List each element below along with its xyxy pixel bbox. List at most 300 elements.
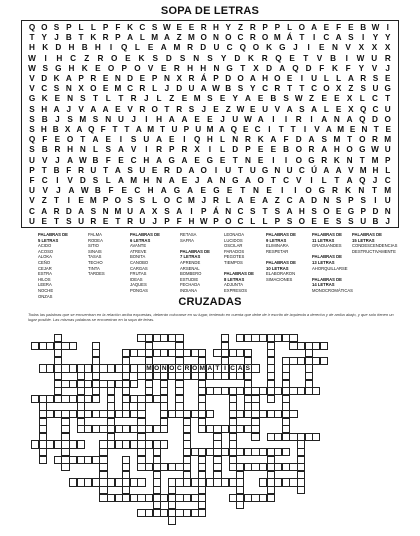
- crossword-cell[interactable]: [61, 463, 69, 471]
- crossword-cell[interactable]: [198, 509, 206, 517]
- word-list-item: NOCHE: [38, 287, 54, 293]
- grid-letter: A: [114, 165, 121, 175]
- word-list-heading: 7 LETRAS: [180, 254, 201, 260]
- grid-letter: H: [40, 125, 47, 134]
- grid-letter: K: [331, 63, 338, 73]
- crossword-cell[interactable]: [236, 501, 244, 509]
- grid-letter: X: [348, 104, 354, 114]
- grid-letter: R: [384, 53, 391, 63]
- crossword-cell[interactable]: [282, 448, 290, 456]
- grid-letter: E: [323, 23, 330, 32]
- crossword-cell[interactable]: [251, 418, 259, 426]
- grid-letter: K: [333, 155, 340, 165]
- grid-letter: C: [70, 53, 77, 63]
- grid-letter: A: [335, 165, 342, 175]
- grid-letter: W: [212, 84, 220, 94]
- crossword-cell[interactable]: [175, 342, 183, 350]
- grid-letter: Z: [238, 23, 244, 32]
- grid-letter: A: [311, 104, 318, 114]
- grid-letter: K: [345, 186, 352, 196]
- grid-letter: W: [80, 186, 89, 196]
- crossword-cell[interactable]: [69, 342, 77, 350]
- grid-letter: O: [200, 33, 207, 43]
- crossword-cell[interactable]: [61, 433, 69, 441]
- crossword-cell[interactable]: [198, 380, 206, 388]
- grid-letter: S: [360, 196, 366, 206]
- grid-letter: T: [160, 125, 166, 134]
- grid-letter: K: [127, 23, 134, 32]
- grid-letter: S: [80, 94, 86, 104]
- grid-letter: C: [130, 155, 137, 165]
- crossword-cell[interactable]: [92, 357, 100, 365]
- word-list-heading: 14 LETRAS: [312, 282, 335, 288]
- word-list-item: OSCILAR: [224, 243, 243, 249]
- grid-letter: W: [244, 114, 252, 124]
- word-list-item: TECHO: [88, 259, 103, 265]
- grid-letter: Q: [359, 176, 366, 185]
- crossword-cell[interactable]: [137, 478, 145, 486]
- grid-letter: P: [213, 216, 219, 226]
- crossword-cell[interactable]: [229, 418, 237, 426]
- grid-letter: V: [130, 145, 137, 155]
- grid-letter: M: [384, 186, 392, 196]
- grid-letter: T: [278, 125, 284, 134]
- crossword-cell[interactable]: [312, 433, 320, 441]
- crossword-cell[interactable]: [282, 380, 290, 388]
- crossword-cell[interactable]: [198, 402, 206, 410]
- crossword-cell[interactable]: [305, 380, 313, 388]
- grid-letter: I: [362, 33, 365, 43]
- grid-letter: S: [250, 206, 256, 216]
- grid-letter: C: [237, 33, 244, 43]
- grid-letter: H: [68, 63, 75, 73]
- grid-letter: S: [29, 104, 35, 114]
- grid-letter: T: [240, 186, 246, 196]
- crossword-cell[interactable]: [107, 402, 115, 410]
- crossword-cell[interactable]: [137, 433, 145, 441]
- grid-letter: O: [114, 196, 122, 206]
- grid-letter: O: [225, 33, 232, 43]
- grid-letter: A: [160, 186, 167, 196]
- grid-letter: R: [308, 145, 315, 155]
- grid-letter: E: [54, 135, 61, 145]
- crossword-cell[interactable]: [130, 380, 138, 388]
- crossword-cell[interactable]: [145, 342, 153, 350]
- crossword-cell[interactable]: [77, 372, 85, 380]
- crossword-cell[interactable]: [160, 425, 168, 433]
- crossword-cell[interactable]: [267, 395, 275, 403]
- crossword-cell[interactable]: [137, 456, 145, 464]
- grid-letter: E: [323, 216, 330, 226]
- grid-letter: S: [29, 114, 35, 124]
- grid-letter: H: [206, 135, 213, 145]
- grid-letter: P: [151, 74, 158, 83]
- grid-letter: E: [257, 145, 264, 155]
- grid-letter: U: [225, 165, 232, 175]
- grid-letter: J: [55, 155, 60, 165]
- grid-letter: A: [117, 176, 124, 185]
- grid-letter: T: [78, 33, 84, 43]
- grid-letter: O: [252, 43, 260, 53]
- grid-letter: U: [262, 104, 268, 114]
- crossword-cell[interactable]: [92, 395, 100, 403]
- grid-letter: K: [266, 43, 273, 53]
- grid-letter: T: [80, 135, 86, 145]
- crossword-cell[interactable]: [198, 471, 206, 479]
- crossword-cell[interactable]: [206, 410, 214, 418]
- crossword-cell[interactable]: [77, 425, 85, 433]
- crossword-cell[interactable]: [160, 440, 168, 448]
- grid-letter: G: [261, 165, 269, 175]
- word-list-item: HILOS: [38, 276, 51, 282]
- crossword-cell[interactable]: [297, 486, 305, 494]
- grid-letter: A: [286, 104, 293, 114]
- word-list-item: RESPETAR: [266, 248, 289, 254]
- grid-letter: T: [29, 33, 35, 43]
- crossword-cell[interactable]: [251, 433, 259, 441]
- crossword-cell[interactable]: [267, 471, 275, 479]
- crossword-cell[interactable]: [244, 380, 252, 388]
- crossword-cell[interactable]: [122, 387, 130, 395]
- crossword-cell[interactable]: [267, 456, 275, 464]
- crossword-cell[interactable]: [236, 486, 244, 494]
- grid-letter: I: [300, 74, 303, 83]
- grid-letter: N: [193, 53, 200, 63]
- grid-letter: E: [194, 114, 200, 124]
- crossword-cell[interactable]: [122, 357, 130, 365]
- grid-letter: U: [372, 84, 379, 94]
- crossword-cell[interactable]: [229, 402, 237, 410]
- crossword-cell[interactable]: [61, 448, 69, 456]
- crossword-cell[interactable]: [251, 364, 259, 372]
- crossword-cell[interactable]: [282, 425, 290, 433]
- grid-letter: U: [29, 155, 35, 165]
- crossword-letter: O: [192, 364, 198, 372]
- word-list-item: CARGAS: [130, 265, 148, 271]
- crossword-cell[interactable]: [39, 456, 47, 464]
- grid-letter: X: [335, 84, 342, 94]
- grid-letter: S: [286, 216, 293, 226]
- grid-letter: R: [97, 53, 104, 63]
- word-list-heading: 9 LETRAS: [266, 237, 287, 243]
- grid-letter: E: [257, 155, 264, 165]
- grid-letter: R: [54, 145, 61, 155]
- grid-letter: S: [283, 94, 289, 104]
- crossword-cell[interactable]: [54, 372, 62, 380]
- grid-letter: E: [213, 104, 219, 114]
- grid-letter: W: [28, 53, 36, 63]
- crossword-cell[interactable]: [153, 486, 161, 494]
- grid-letter: Q: [239, 43, 246, 53]
- crossword-cell[interactable]: [320, 357, 328, 365]
- word-list-item: GRADUANDES: [312, 243, 342, 249]
- grid-letter: Á: [200, 74, 207, 83]
- crossword-cell[interactable]: [122, 372, 130, 380]
- grid-letter: V: [42, 186, 48, 196]
- grid-letter: M: [384, 135, 392, 145]
- grid-letter: O: [295, 155, 302, 165]
- grid-letter: D: [65, 206, 72, 216]
- crossword-cell[interactable]: [99, 486, 107, 494]
- grid-letter: O: [323, 206, 330, 216]
- grid-letter: A: [53, 104, 60, 114]
- grid-letter: R: [176, 104, 183, 114]
- grid-letter: B: [330, 53, 337, 63]
- grid-letter: P: [274, 23, 281, 32]
- grid-letter: T: [299, 33, 305, 43]
- grid-letter: D: [232, 145, 239, 155]
- grid-letter: J: [201, 104, 206, 114]
- grid-letter: T: [262, 206, 268, 216]
- crossword-cell[interactable]: [77, 440, 85, 448]
- crossword-cell[interactable]: [198, 418, 206, 426]
- grid-letter: N: [114, 74, 121, 83]
- crossword-cell[interactable]: [153, 456, 161, 464]
- grid-letter: B: [41, 114, 48, 124]
- crossword-cell[interactable]: [168, 516, 176, 524]
- grid-letter: U: [195, 125, 202, 134]
- grid-letter: P: [274, 216, 281, 226]
- grid-letter: A: [160, 43, 167, 53]
- grid-letter: O: [151, 104, 158, 114]
- grid-letter: N: [213, 33, 219, 43]
- grid-letter: W: [28, 63, 36, 73]
- word-list-item: TARDES: [88, 271, 105, 277]
- crossword-cell[interactable]: [107, 433, 115, 441]
- grid-letter: F: [66, 165, 72, 175]
- grid-letter: T: [371, 186, 377, 196]
- grid-letter: U: [286, 165, 293, 175]
- crossword-cell[interactable]: [137, 418, 145, 426]
- crossword-cell[interactable]: [122, 486, 130, 494]
- grid-letter: H: [94, 43, 101, 53]
- grid-letter: P: [102, 23, 109, 32]
- grid-letter: G: [279, 43, 286, 53]
- grid-letter: Z: [84, 53, 90, 63]
- crossword-cell[interactable]: [183, 456, 191, 464]
- grid-letter: E: [335, 104, 342, 114]
- word-list-item: ALOKA: [38, 254, 52, 260]
- grid-letter: K: [53, 74, 60, 83]
- grid-letter: O: [305, 186, 312, 196]
- crossword-cell[interactable]: [153, 501, 161, 509]
- grid-letter: E: [102, 216, 109, 226]
- grid-letter: Y: [41, 33, 47, 43]
- grid-letter: O: [225, 216, 232, 226]
- grid-letter: P: [262, 23, 268, 32]
- crossword-cell[interactable]: [305, 349, 313, 357]
- grid-letter: V: [296, 176, 302, 185]
- grid-letter: R: [249, 23, 256, 32]
- grid-letter: A: [335, 33, 342, 43]
- grid-letter: S: [321, 135, 327, 145]
- grid-letter: I: [67, 196, 70, 206]
- grid-letter: M: [273, 33, 281, 43]
- grid-letter: Q: [292, 63, 299, 73]
- crossword-cell[interactable]: [168, 501, 176, 509]
- grid-letter: A: [325, 125, 332, 134]
- grid-letter: I: [145, 114, 148, 124]
- grid-letter: S: [90, 206, 97, 216]
- grid-letter: E: [188, 23, 195, 32]
- grid-letter: B: [53, 165, 60, 175]
- crossword-letter: M: [146, 364, 152, 372]
- grid-letter: L: [156, 94, 162, 104]
- grid-letter: N: [163, 74, 170, 83]
- grid-letter: R: [295, 114, 302, 124]
- crossword-cell[interactable]: [54, 387, 62, 395]
- grid-letter: V: [67, 176, 73, 185]
- grid-letter: R: [188, 74, 195, 83]
- crossword-cell[interactable]: [168, 486, 176, 494]
- grid-letter: P: [213, 74, 219, 83]
- grid-letter: R: [360, 74, 367, 83]
- grid-letter: D: [55, 43, 62, 53]
- grid-letter: L: [250, 216, 256, 226]
- grid-letter: A: [308, 135, 315, 145]
- grid-letter: S: [299, 104, 305, 114]
- crossword-cell[interactable]: [54, 334, 62, 342]
- word-list-item: AVANTE: [130, 243, 147, 249]
- crossword-cell[interactable]: [145, 387, 153, 395]
- grid-letter: Z: [176, 33, 182, 43]
- grid-letter: W: [371, 23, 380, 32]
- grid-letter: L: [321, 176, 327, 185]
- grid-letter: T: [164, 104, 170, 114]
- crossword-cell[interactable]: [160, 402, 168, 410]
- grid-letter: E: [219, 155, 226, 165]
- word-list-item: SAFRA: [180, 237, 194, 243]
- grid-letter: P: [164, 216, 170, 226]
- crossword-cell[interactable]: [229, 440, 237, 448]
- grid-letter: G: [308, 155, 315, 165]
- grid-letter: G: [55, 63, 62, 73]
- grid-letter: I: [272, 155, 275, 165]
- grid-letter: U: [384, 145, 391, 155]
- crossword-cell[interactable]: [107, 418, 115, 426]
- word-list-item: IDEAS: [130, 276, 143, 282]
- crossword-cell[interactable]: [77, 387, 85, 395]
- grid-letter: A: [262, 196, 268, 206]
- crossword-cell[interactable]: [267, 380, 275, 388]
- word-list-item: MONOCROMÁTICAS: [312, 287, 353, 293]
- grid-letter: B: [270, 94, 277, 104]
- grid-letter: L: [323, 74, 329, 83]
- grid-letter: N: [156, 176, 162, 185]
- grid-letter: D: [295, 135, 302, 145]
- grid-letter: A: [176, 206, 183, 216]
- grid-letter: U: [117, 114, 124, 124]
- grid-letter: L: [323, 104, 329, 114]
- grid-letter: Y: [225, 23, 231, 32]
- word-list-item: PALMA: [88, 232, 102, 237]
- crossword-cell[interactable]: [122, 471, 130, 479]
- grid-letter: L: [105, 94, 111, 104]
- crossword-letter: O: [154, 364, 160, 372]
- word-list-item: LUCIDOS: [224, 237, 243, 243]
- grid-letter: W: [356, 53, 365, 63]
- grid-letter: S: [372, 74, 379, 83]
- grid-letter: D: [305, 63, 312, 73]
- grid-letter: S: [92, 114, 99, 124]
- grid-letter: U: [171, 125, 178, 134]
- grid-letter: N: [333, 114, 340, 124]
- grid-letter: A: [92, 135, 99, 145]
- grid-letter: A: [321, 145, 328, 155]
- grid-letter: I: [183, 135, 186, 145]
- crossword-cell[interactable]: [54, 357, 62, 365]
- crossword-cell[interactable]: [320, 342, 328, 350]
- crossword-cell[interactable]: [251, 402, 259, 410]
- grid-letter: O: [163, 196, 171, 206]
- crossword-cell[interactable]: [160, 387, 168, 395]
- crossword-cell[interactable]: [297, 471, 305, 479]
- grid-letter: E: [242, 125, 249, 134]
- crossword-cell[interactable]: [137, 402, 145, 410]
- grid-letter: N: [361, 125, 368, 134]
- grid-letter: E: [348, 23, 354, 32]
- crossword-cell[interactable]: [213, 471, 221, 479]
- grid-letter: X: [176, 74, 182, 83]
- grid-letter: S: [179, 53, 186, 63]
- grid-letter: G: [168, 155, 175, 165]
- grid-letter: X: [384, 43, 391, 53]
- grid-letter: T: [115, 216, 121, 226]
- crossword-cell[interactable]: [289, 410, 297, 418]
- grid-letter: W: [199, 216, 208, 226]
- crossword-cell[interactable]: [312, 387, 320, 395]
- grid-letter: J: [293, 43, 298, 53]
- grid-letter: A: [346, 176, 353, 185]
- crossword-cell[interactable]: [175, 402, 183, 410]
- grid-letter: B: [360, 23, 367, 32]
- grid-letter: V: [274, 104, 281, 114]
- grid-letter: V: [29, 196, 35, 206]
- crossword-cell[interactable]: [213, 440, 221, 448]
- grid-letter: U: [78, 216, 85, 226]
- crossword-cell[interactable]: [77, 402, 85, 410]
- crossword-cell[interactable]: [99, 471, 107, 479]
- grid-letter: D: [200, 43, 207, 53]
- grid-letter: E: [289, 53, 295, 63]
- grid-letter: M: [206, 125, 214, 134]
- grid-letter: U: [139, 165, 146, 175]
- crossword-cell[interactable]: [267, 494, 275, 502]
- grid-letter: A: [257, 114, 264, 124]
- grid-letter: Z: [348, 84, 354, 94]
- crossword-cell[interactable]: [39, 433, 47, 441]
- grid-letter: C: [298, 165, 305, 175]
- crossword-letter: I: [224, 364, 226, 372]
- grid-letter: Z: [169, 94, 175, 104]
- grid-letter: O: [257, 176, 264, 185]
- grid-letter: K: [41, 94, 48, 104]
- grid-letter: M: [173, 43, 181, 53]
- crossword-cell[interactable]: [122, 402, 130, 410]
- grid-letter: R: [249, 33, 256, 43]
- grid-letter: E: [194, 155, 200, 165]
- crossword-cell[interactable]: [221, 342, 229, 350]
- crossword-cell[interactable]: [236, 471, 244, 479]
- crossword-cell[interactable]: [183, 471, 191, 479]
- crossword-cell[interactable]: [229, 456, 237, 464]
- crossword-letter: S: [245, 364, 250, 372]
- grid-letter: G: [359, 145, 366, 155]
- grid-letter: A: [286, 206, 293, 216]
- crossword-cell[interactable]: [282, 402, 290, 410]
- grid-letter: Q: [121, 43, 128, 53]
- crossword-cell[interactable]: [92, 372, 100, 380]
